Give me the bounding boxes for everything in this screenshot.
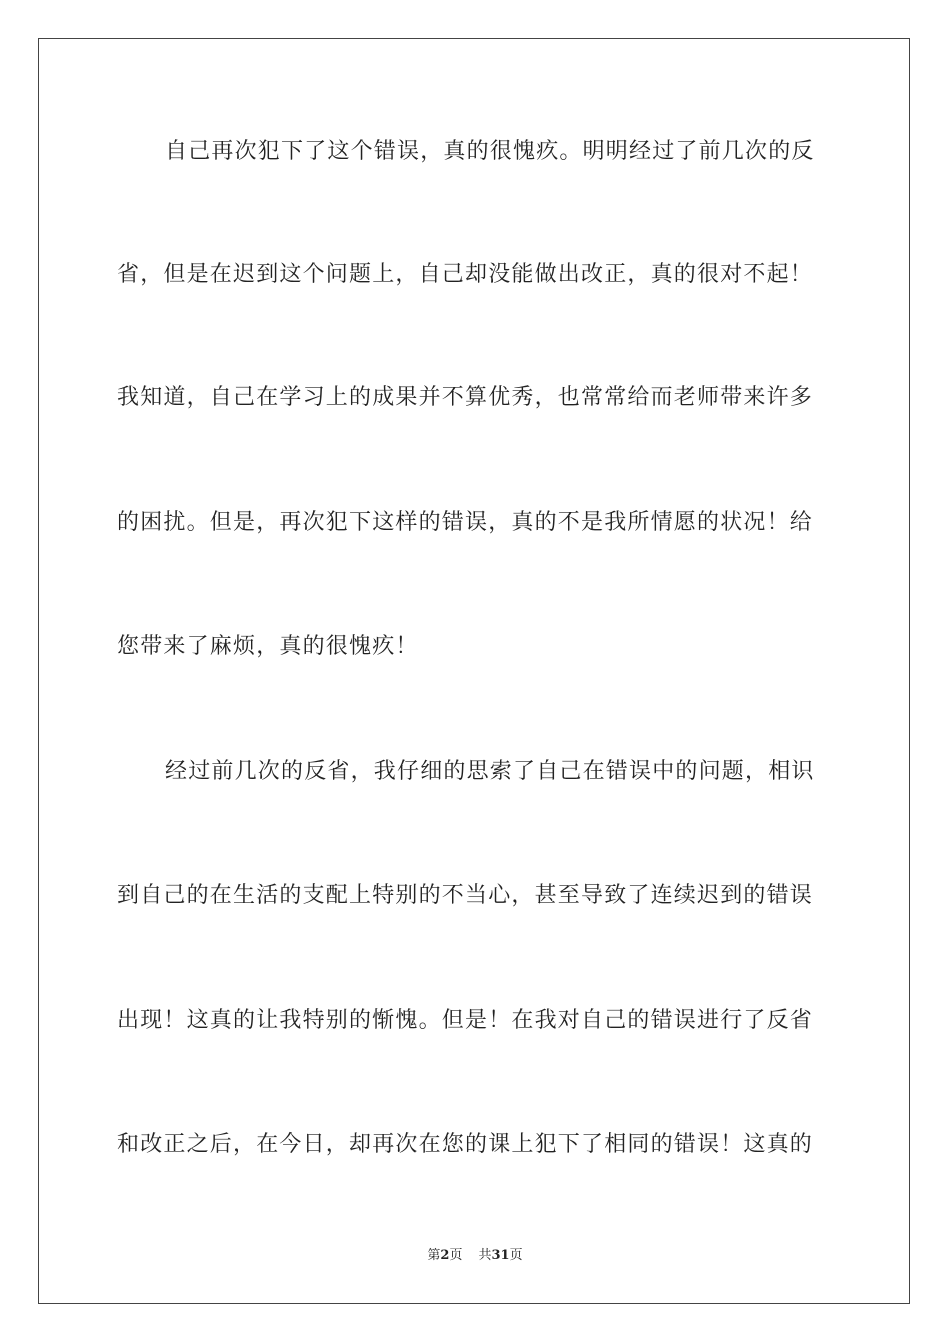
- paragraph-2-line-4: 和改正之后，在今日，却再次在您的课上犯下了相同的错误！这真的: [117, 1132, 814, 1157]
- page-number: 2: [440, 1248, 450, 1263]
- page-suffix: 页: [449, 1248, 463, 1263]
- paragraph-1-line-5: 您带来了麻烦，真的很愧疚！: [117, 634, 419, 659]
- paragraph-2-line-1: 经过前几次的反省，我仔细的思索了自己在错误中的问题，相识: [165, 759, 815, 784]
- paragraph-2-line-2: 到自己的在生活的支配上特别的不当心，甚至导致了连续迟到的错误: [117, 883, 814, 908]
- page-prefix: 第: [427, 1248, 441, 1263]
- paragraph-1-line-2: 省，但是在迟到这个问题上，自己却没能做出改正，真的很对不起！: [117, 262, 814, 287]
- total-pages: 31: [491, 1248, 510, 1263]
- total-prefix: 共: [478, 1248, 492, 1263]
- paragraph-1-line-1: 自己再次犯下了这个错误，真的很愧疚。明明经过了前几次的反: [165, 139, 815, 164]
- page-frame: [38, 38, 910, 1304]
- total-suffix: 页: [509, 1248, 523, 1263]
- paragraph-1-line-3: 我知道，自己在学习上的成果并不算优秀，也常常给而老师带来许多: [117, 385, 814, 410]
- page-footer: [0, 1247, 950, 1265]
- paragraph-2-line-3: 出现！这真的让我特别的惭愧。但是！在我对自己的错误进行了反省: [117, 1008, 814, 1033]
- paragraph-1-line-4: 的困扰。但是，再次犯下这样的错误，真的不是我所情愿的状况！给: [117, 510, 814, 535]
